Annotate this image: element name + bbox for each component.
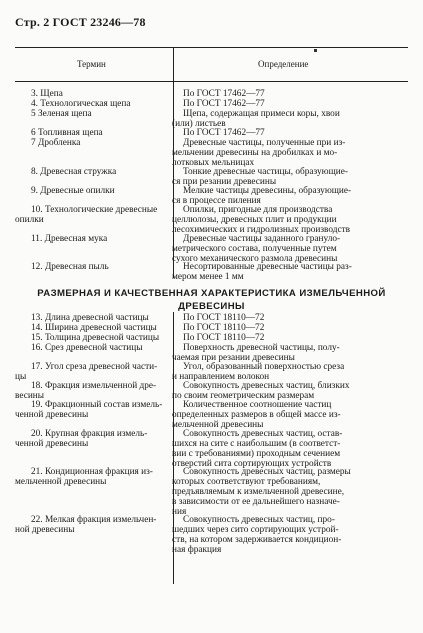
- term-cell: [31, 313, 149, 323]
- definition-cell: [172, 343, 340, 363]
- definition-line: чаемая при резании древесины: [172, 353, 295, 363]
- definition-line: отверстий сита сортирующих устройств: [172, 459, 332, 469]
- term-line: ченной древесины: [15, 410, 89, 420]
- term-cell: [31, 109, 92, 119]
- definition-line: По ГОСТ 17462—77: [183, 89, 265, 99]
- term-line: 14. Ширина древесной частицы: [31, 323, 157, 333]
- term-line: цы: [15, 372, 27, 382]
- page-header: Стр. 2 ГОСТ 23246—78: [15, 15, 146, 29]
- definition-cell: [183, 313, 264, 323]
- term-cell: [15, 362, 158, 382]
- term-line: 7 Дробленка: [31, 138, 81, 148]
- print-mark: [314, 49, 317, 52]
- term-line: 10. Технологические древесные: [31, 205, 158, 215]
- table-top-rule: [15, 47, 408, 48]
- term-cell: [31, 167, 116, 177]
- definition-line: По ГОСТ 18110—72: [183, 323, 265, 333]
- definition-column-header: Определение: [258, 59, 309, 69]
- definition-line: в зависимости от ее дальнейшего назначе-: [172, 497, 340, 507]
- term-cell: [31, 234, 107, 244]
- definition-cell: [172, 167, 348, 187]
- definition-cell: [172, 429, 343, 469]
- definition-line: определенных размеров в общей массе из-: [172, 410, 341, 420]
- term-line: 15. Толщина древесной частицы: [31, 333, 160, 343]
- definition-cell: [172, 109, 340, 129]
- table-header-rule: [15, 81, 408, 82]
- term-line: 13. Длина древесной частицы: [31, 313, 149, 323]
- definition-cell: [172, 138, 346, 168]
- term-line: 19. Фракционный состав измель-: [31, 400, 163, 410]
- term-line: весины: [15, 391, 45, 401]
- definition-line: мером менее 1 мм: [172, 272, 244, 282]
- term-line: 17. Угол среза древесной части-: [31, 362, 158, 372]
- term-line: 8. Древесная стружка: [31, 167, 117, 177]
- definition-cell: [183, 128, 265, 138]
- definition-cell: [172, 262, 352, 282]
- definition-line: По ГОСТ 18110—72: [183, 333, 265, 343]
- term-line: 20. Крупная фракция измель-: [31, 429, 148, 439]
- definition-line: Совокупность древесных частиц, близких: [183, 381, 350, 391]
- term-cell: [15, 205, 158, 225]
- definition-cell: [183, 323, 264, 333]
- term-line: 9. Древесные опилки: [31, 186, 115, 196]
- term-line: 3. Щепа: [31, 89, 63, 99]
- term-column-header: Термин: [77, 59, 106, 69]
- definition-line: лотковых мельницах: [172, 158, 255, 168]
- definition-line: Щепа, содержащая примеси коры, хвои: [183, 109, 340, 119]
- definition-line: которых соответствуют требованиям,: [172, 477, 321, 487]
- term-cell: [15, 381, 157, 401]
- term-cell: [31, 343, 142, 353]
- definition-cell: [172, 186, 352, 206]
- term-line: опилки: [15, 215, 44, 225]
- term-line: ной древесины: [15, 525, 75, 535]
- term-cell: [31, 89, 63, 99]
- definition-line: метрического состава, полученные путем: [172, 244, 337, 254]
- definition-cell: [183, 99, 265, 109]
- term-cell: [31, 333, 159, 343]
- definition-line: Древесные частицы заданного грануло-: [183, 234, 341, 244]
- definition-line: Опилки, пригодные для производства: [183, 205, 333, 215]
- definition-cell: [172, 205, 351, 235]
- definition-line: по своим геометрическим размерам: [172, 391, 315, 401]
- term-line: 12. Древесная пыль: [31, 262, 109, 272]
- definition-line: лесохимических и гидролизных производств: [172, 225, 351, 235]
- term-line: 4. Технологическая щепа: [31, 99, 131, 109]
- section-title-line-1: РАЗМЕРНАЯ И КАЧЕСТВЕННАЯ ХАРАКТЕРИСТИКА ИЗМЕЛЬЧЕННОЙ: [37, 288, 386, 299]
- definition-line: Поверхность древесной частицы, полу-: [183, 343, 340, 353]
- term-line: 22. Мелкая фракция измельчен-: [31, 515, 157, 525]
- definition-line: ная фракция: [172, 545, 222, 555]
- definition-line: По ГОСТ 17462—77: [183, 99, 265, 109]
- definition-cell: [172, 400, 341, 430]
- term-line: 5 Зеленая щепа: [31, 109, 92, 119]
- term-cell: [31, 138, 80, 148]
- definition-cell: [172, 381, 350, 401]
- definition-line: вии с требованиями) проходным сечением: [172, 449, 341, 459]
- definition-line: Совокупность древесных частиц, остав-: [183, 429, 343, 439]
- section-title-line-2: ДРЕВЕСИНЫ: [178, 301, 245, 312]
- term-line: 6 Топливная щепа: [31, 128, 103, 138]
- definition-line: Тонкие древесные частицы, образующие-: [183, 167, 348, 177]
- term-cell: [15, 429, 148, 449]
- definition-line: ния: [172, 507, 187, 517]
- definition-line: шедших через сито сортирующих устрой-: [172, 525, 339, 535]
- definition-line: целлюлозы, древесных плит и продукции: [172, 215, 337, 225]
- definition-line: ся при резании древесины: [172, 177, 277, 187]
- definition-line: Угол, образованный поверхностью среза: [183, 362, 345, 372]
- definition-line: По ГОСТ 18110—72: [183, 313, 265, 323]
- term-cell: [15, 515, 157, 535]
- definition-line: ств, на котором задерживается кондицион-: [172, 535, 342, 545]
- definition-line: Количественное соотношение частиц: [183, 400, 332, 410]
- definition-line: По ГОСТ 17462—77: [183, 128, 265, 138]
- definition-line: Совокупность древесных частиц, про-: [183, 515, 335, 525]
- term-line: ченной древесины: [15, 439, 89, 449]
- definition-cell: [172, 515, 342, 555]
- section-title: [0, 287, 423, 313]
- term-cell: [31, 99, 131, 109]
- term-line: 11. Древесная мука: [31, 234, 108, 244]
- definition-cell: [172, 362, 345, 382]
- term-cell: [31, 323, 157, 333]
- term-line: 21. Кондиционная фракция из-: [31, 467, 153, 477]
- definition-line: Несортированные древесные частицы раз-: [183, 262, 352, 272]
- definition-cell: [183, 89, 265, 99]
- definition-line: и направлением волокон: [172, 372, 270, 382]
- definition-cell: [172, 234, 341, 264]
- term-cell: [15, 400, 163, 420]
- definition-line: шихся на сите с наибольшим (в соответст-: [172, 439, 341, 449]
- term-cell: [31, 262, 109, 272]
- term-line: мельченной древесины: [15, 477, 107, 487]
- definition-line: мельчении древесины на дробилках и мо-: [172, 148, 338, 158]
- definition-cell: [172, 467, 351, 517]
- definition-line: предъявляемым к измельченной древесине,: [172, 487, 345, 497]
- term-line: 18. Фракция измельченной дре-: [31, 381, 157, 391]
- definition-line: ся в процессе пиления: [172, 196, 261, 206]
- term-cell: [31, 186, 115, 196]
- definition-line: Мелкие частицы древесины, образующие-: [183, 186, 352, 196]
- header-column-divider: [173, 47, 174, 82]
- term-line: 16. Срез древесной частицы: [31, 343, 143, 353]
- definition-line: сухого механического размола древесины: [172, 254, 338, 264]
- term-cell: [15, 467, 153, 487]
- definition-cell: [183, 333, 264, 343]
- definition-line: Совокупность древесных частиц, размеры: [183, 467, 351, 477]
- definition-line: мельченной древесины: [172, 420, 264, 430]
- definition-line: Древесные частицы, полученные при из-: [183, 138, 346, 148]
- term-cell: [31, 128, 103, 138]
- definition-line: (или) листьев: [172, 119, 226, 129]
